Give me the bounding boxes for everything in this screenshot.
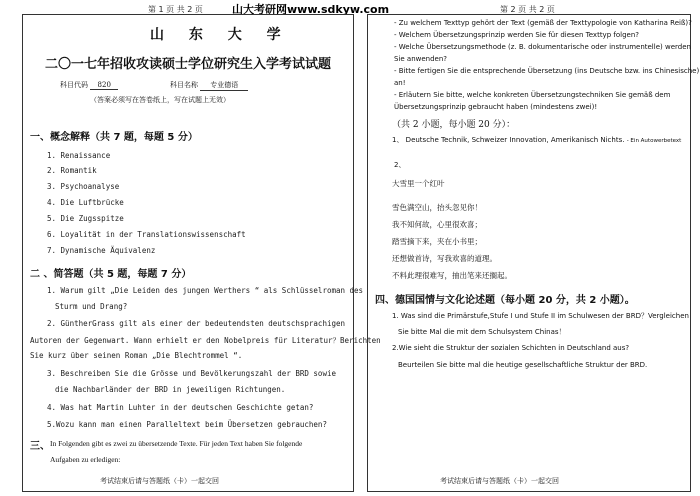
answer-note: （答案必须写在答卷纸上，写在试题上无效） [90, 96, 230, 104]
poem-line: 雪色满空山，抬头忽见你！ [392, 203, 482, 212]
task-line: - Zu welchem Texttyp gehört der Text (gemäß der Texttypologie von Katharina Reiß)? [394, 19, 692, 27]
poem-line: 我不知何故，心里很欢喜； [392, 220, 482, 229]
poem-title: 大雪里一个红叶 [392, 179, 445, 188]
section2-line: 1. Warum gilt „Die Leiden des jungen Werthers “ als Schlüsselroman des [47, 286, 364, 295]
section4-line: 2.Wie sieht die Struktur der sozialen Schichten in Deutschland aus? [392, 344, 630, 352]
subject-code-label: 科目代码 [60, 81, 88, 89]
section2-line: Sie kurz über seinen Roman „Die Blechtrommel “. [30, 351, 243, 360]
section2-line: 4. Was hat Martin Luhter in der deutschen Geschichte getan? [47, 403, 314, 412]
section4-line: Beurteilen Sie bitte mal die heutige gesellschaftliche Struktur der BRD. [398, 361, 648, 369]
subject-name-label: 科目名称 [170, 81, 198, 89]
section2-line: Autoren der Gegenwart. Wann erhielt er den Nobelpreis für Literatur？Berichten [30, 336, 381, 345]
poem-line: 踏雪摘下来，夹在小书里； [392, 237, 482, 246]
task-line: - Welche Übersetzungsmethode (z. B. dokumentarische oder instrumentelle) werden [394, 43, 691, 51]
section2-line: 5.Wozu kann man einen Paralleltext beim Übersetzen gebrauchen? [47, 420, 327, 429]
task-line: - Bitte fertigen Sie die entsprechende Übersetzung (ins Deutsche bzw. ins Chinesische) [394, 67, 700, 75]
poem-line: 不料此理很难写，抽出笔来还搁起。 [392, 271, 512, 280]
left-page-number: 第 1 页 共 2 页 [148, 5, 203, 14]
exam-title: 二〇一七年招收攻读硕士学位研究生入学考试试题 [45, 57, 332, 72]
task-line: an! [394, 79, 406, 87]
task-line: - Erläutern Sie bitte, welche konkreten Übersetzungstechniken Sie gemäß dem [394, 91, 671, 99]
section4-title: 四、德国国情与文化论述题（每小题 20 分，共 2 小题）。 [375, 295, 635, 306]
section3-title: 三、 [30, 441, 50, 452]
subsection-title: （共 2 小题，每小题 20 分）： [392, 120, 516, 130]
section1-item: 4. Die Luftbrücke [47, 198, 124, 207]
task-line: - Welchem Übersetzungsprinzip werden Sie für diesen Texttyp folgen? [394, 31, 639, 39]
section3-line: In Folgenden gibt es zwei zu übersetzende Texte. Für jeden Text haben Sie folgende [50, 439, 303, 448]
section2-line: 2. GüntherGrass gilt als einer der bedeutendsten deutschsprachigen [47, 319, 346, 328]
watermark: 山大考研网www.sdkyw.com [232, 3, 390, 16]
left-footer: 考试结束后请与答题纸（卡）一起交回 [100, 477, 219, 485]
task-line: Sie anwenden? [394, 55, 448, 63]
section2-line: die Nachbarländer der BRD in jeweiligen Richtungen. [55, 385, 286, 394]
subject-name-value: 专业德语 [200, 80, 248, 91]
section1-item: 2. Romantik [47, 166, 97, 175]
section1-item: 3. Psychoanalyse [47, 182, 120, 191]
section4-line: Sie bitte Mal die mit dem Schulsystem Chinas！ [398, 328, 566, 336]
task-line: Übersetzungsprinzip gebraucht haben (mindestens zwei)! [394, 103, 598, 111]
section1-item: 5. Die Zugsspitze [47, 214, 124, 223]
subject-code-value: 820 [90, 81, 118, 90]
subject-code [60, 80, 118, 90]
translation-item-1 [392, 135, 681, 145]
section1-item: 1. Renaissance [47, 151, 111, 160]
section2-line: 3. Beschreiben Sie die Grösse und Bevölkerungszahl der BRD sowie [47, 369, 336, 378]
section1-title: 一、概念解释（共 7 题，每题 5 分） [30, 132, 198, 143]
section2-title: 二 、简答题（共 5 题，每题 7 分） [30, 269, 192, 280]
right-page-number: 第 2 页 共 2 页 [500, 5, 555, 14]
item1-text: 1、 Deutsche Technik, Schweizer Innovation, Amerikanisch Nichts. [392, 136, 627, 144]
section4-line: 1. Was sind die Primärstufe,Stufe I und Stufe II im Schulwesen der BRD？Vergleichen [392, 312, 689, 320]
section2-line: Sturm und Drang? [55, 302, 128, 311]
right-footer: 考试结束后请与答题纸（卡）一起交回 [440, 477, 559, 485]
university-name: 山 东 大 学 [150, 27, 291, 43]
subject-name [170, 80, 248, 91]
section1-item: 6. Loyalität in der Translationswissenschaft [47, 230, 246, 239]
translation-item-2-label: 2、 [394, 161, 406, 169]
section1-item: 7. Dynamische Äquivalenz [47, 246, 156, 255]
section3-line: Aufgaben zu erledigen: [50, 455, 121, 464]
item1-note: - Ein Autowerbetext [626, 138, 682, 144]
poem-line: 还想做首诗，写我欢喜的道理。 [392, 254, 497, 263]
